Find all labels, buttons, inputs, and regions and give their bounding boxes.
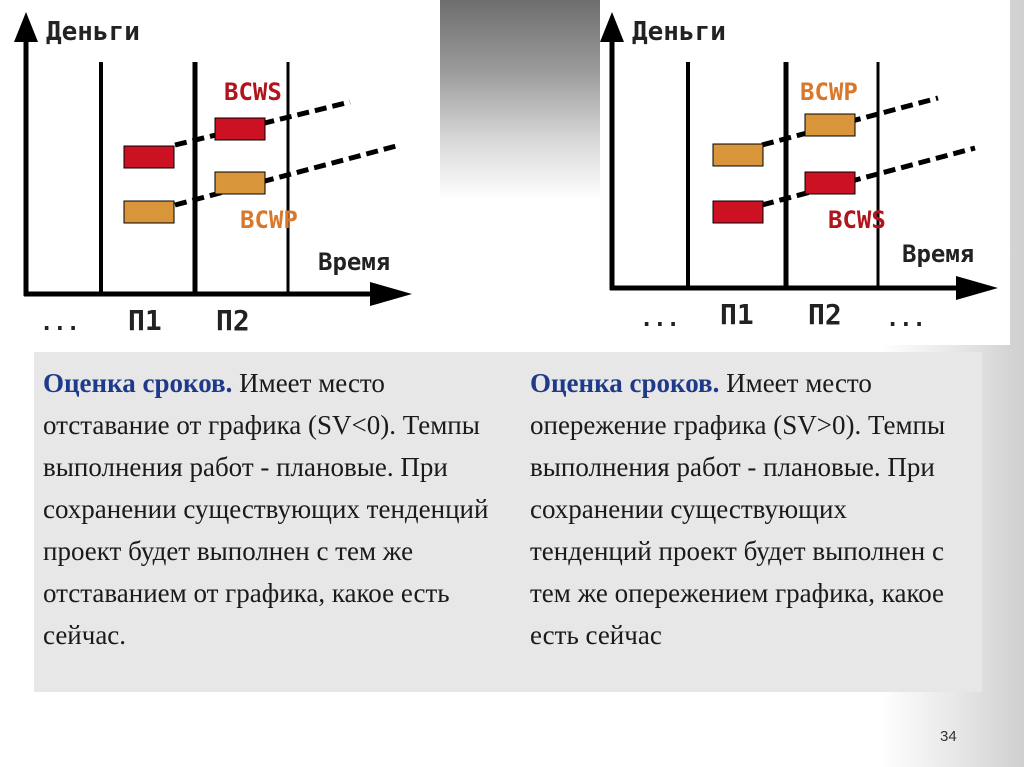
left-description-body: Имеет место отставание от графика (SV<0). Темпы выполнения работ - плановые. При сохранении существующих тенденций проект будет выполнен с тем же отставанием от графика, какое есть сейчас.: [43, 368, 489, 650]
bcws-bar-2: [805, 172, 855, 194]
x-axis-arrow: [370, 282, 412, 306]
left-description: [43, 362, 503, 656]
bcws-bar-1: [124, 146, 174, 168]
right-diagram: [600, 0, 1010, 345]
right-description-lead: Оценка сроков.: [530, 368, 720, 398]
right-description: [530, 362, 970, 656]
left-diagram: [0, 0, 440, 345]
trend-line-lower: [762, 148, 975, 205]
right-diagram-svg: [600, 0, 1010, 345]
x-axis-label: Время: [902, 240, 975, 268]
bcws-bar-1: [713, 201, 763, 223]
tick-label-p1: П1: [720, 298, 754, 331]
bcwp-bar-2: [215, 172, 265, 194]
tick-label-p2: П2: [808, 298, 842, 331]
tick-label-ellipsis: ...: [40, 311, 80, 336]
upper-series-label: BCWS: [224, 78, 282, 106]
right-description-body: Имеет место опережение графика (SV>0). Темпы выполнения работ - плановые. При сохранении существующих тенденций проект будет выполнен с тем же опережением графика, какое есть сейчас: [530, 368, 946, 650]
x-axis-label: Время: [318, 248, 391, 276]
bcwp-bar-2: [805, 114, 855, 136]
lower-series-label: BCWP: [240, 206, 298, 234]
lower-series-label: BCWS: [828, 206, 886, 234]
y-axis-arrow: [600, 12, 624, 42]
y-axis-label: Деньги: [46, 17, 140, 47]
background-shadow: [440, 0, 600, 200]
page-number: 34: [940, 728, 957, 745]
bcwp-bar-1: [713, 144, 763, 166]
bcwp-bar-1: [124, 201, 174, 223]
bcws-bar-2: [215, 118, 265, 140]
tick-label-p1: П1: [128, 304, 162, 337]
left-diagram-svg: [0, 0, 440, 345]
tick-label-ellipsis-left: ...: [640, 307, 680, 332]
left-description-lead: Оценка сроков.: [43, 368, 233, 398]
upper-series-label: BCWP: [800, 78, 858, 106]
tick-label-ellipsis-right: ...: [886, 307, 926, 332]
x-axis-arrow: [956, 276, 998, 300]
y-axis-arrow: [14, 12, 38, 42]
tick-label-p2: П2: [216, 304, 250, 337]
y-axis-label: Деньги: [632, 17, 726, 47]
